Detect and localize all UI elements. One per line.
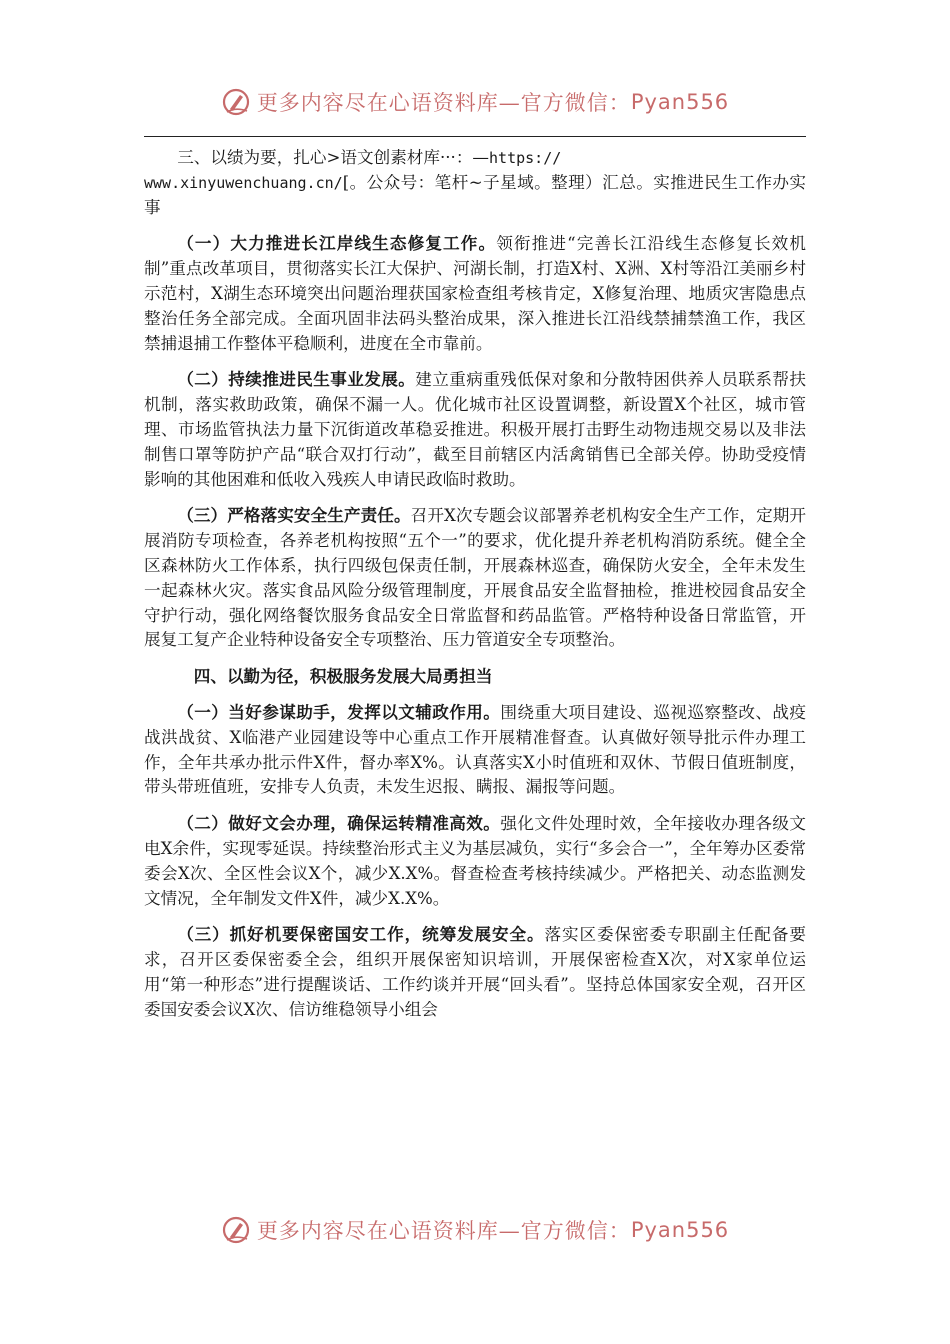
paragraph-3-2: （二）持续推进民生事业发展。建立重病重残低保对象和分散特困供养人员联系帮扶机制，落实救助政策，确保不漏一人。优化城市社区设置调整，新设置X个社区，城市管理、市场监管执法力量下沉街道改革稳妥推进。积极开展打击野生动物违规交易以及非法制售口罩等防护产品“联合双打行动”，截至目前辖区内活禽销售已全部关停。协助受疫情影响的其他困难和低收入残疾人申请民政临时救助。 (144, 369, 807, 489)
paragraph-3-3: （三）严格落实安全生产责任。召开X次专题会议部署养老机构安全生产工作，定期开展消防专项检查，各养老机构按照“五个一”的要求，优化提升养老机构消防系统。健全全区森林防火工作体系，执行四级包保责任制，开展森林巡查，确保防火安全，全年未发生一起森林火灾。落实食品风险分级管理制度，开展食品安全监督抽检，推进校园食品安全守护行动，强化网络餐饮服务食品安全日常监督和药品监管。严格特种设备日常监管，开展复工复产企业特种设备安全专项整治、压力管道安全专项整治。 (144, 505, 807, 650)
section-3-heading: 三、以绩为要，扎心>语文创素材库···：—https:// www.xinyuwenchuang.cn/[。公众号：笔杆~子星域。整理）汇总。实推进民生工作办实事 (144, 148, 806, 217)
paragraph-3-1: （一）大力推进长江岸线生态修复工作。领衔推进“完善长江沿线生态修复长效机制”重点改革项目，贯彻落实长江大保护、河湖长制，打造X村、X洲、X村等沿江美丽乡村示范村，X湖生态环境突出问题治理获国家检查组考核肯定，X修复治理、地质灾害隐患点整治任务全部完成。全面巩固非法码头整治成果，深入推进长江沿线禁捕禁渔工作，我区禁捕退捕工作整体平稳顺利，进度在全市靠前。 (144, 233, 807, 353)
pen-logo-icon (221, 1215, 251, 1245)
header-rule (144, 136, 806, 137)
watermark-wechat-id: Pyan556 (630, 90, 730, 114)
paragraph-4-3: （三）抓好机要保密国安工作，统筹发展安全。落实区委保密委专职副主任配备要求，召开区委保密委全会，组织开展保密知识培训，开展保密检查X次，对X家单位运用“第一种形态”进行提醒谈话、工作约谈并开展“回头看”。坚持总体国家安全观，召开区委国安委会议X次、信访维稳领导小组会 (144, 924, 807, 1019)
watermark-footer (0, 1210, 950, 1250)
section-4-heading: 四、以勤为径，积极服务发展大局勇担当 (193, 666, 493, 687)
paragraph-4-2: （二）做好文会办理，确保运转精准高效。强化文件处理时效，全年接收办理各级文电X余件，实现零延误。持续整治形式主义为基层减负，实行“多会合一”，全年筹办区委常委会X次、全区性会议X个，减少X.X%。督查检查考核持续减少。严格把关、动态监测发文情况，全年制发文件X件，减少X.X%。 (144, 813, 807, 908)
watermark-text: 更多内容尽在心语资料库—官方微信： (256, 1219, 631, 1243)
paragraph-4-1: （一）当好参谋助手，发挥以文辅政作用。围绕重大项目建设、巡视巡察整改、战疫战洪战贫、X临港产业园建设等中心重点工作开展精准督查。认真做好领导批示件办理工作，全年共承办批示件X件，督办率X%。认真落实X小时值班和双休、节假日值班制度，带头带班值班，安排专人负责，未发生迟报、瞒报、漏报等问题。 (144, 701, 807, 797)
watermark-text: 更多内容尽在心语资料库—官方微信： (256, 91, 631, 115)
watermark-wechat-id: Pyan556 (630, 1218, 730, 1242)
watermark-header (0, 82, 950, 122)
document-body (144, 146, 806, 1023)
pen-logo-icon (221, 87, 251, 117)
